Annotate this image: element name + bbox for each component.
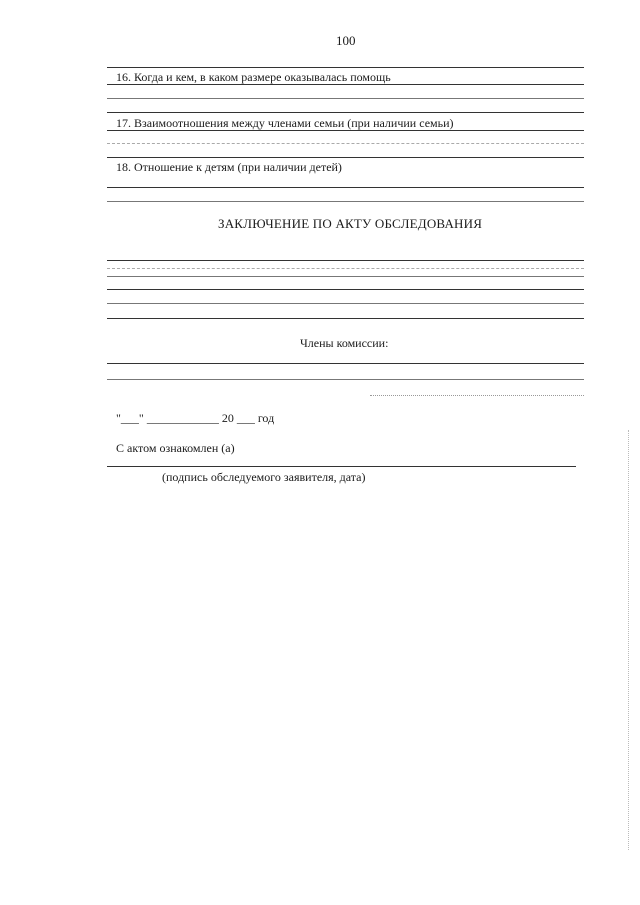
question-17-label: 17. Взаимоотношения между членами семьи (при наличии семьи) bbox=[116, 116, 454, 130]
question-16-label: 16. Когда и кем, в каком размере оказывалась помощь bbox=[116, 70, 391, 84]
question-17-answer-line-1 bbox=[107, 130, 584, 131]
question-18-answer-line-2 bbox=[107, 201, 584, 202]
question-16-answer-line-3 bbox=[107, 112, 584, 113]
date-year-prefix: 20 bbox=[221, 411, 234, 425]
signature-caption: (подпись обследуемого заявителя, дата) bbox=[162, 470, 366, 484]
date-year-blank: ___ bbox=[236, 411, 255, 425]
conclusion-line-4 bbox=[107, 289, 584, 290]
top-rule bbox=[107, 67, 584, 68]
scan-edge-marks bbox=[628, 430, 629, 850]
date-year-suffix: год bbox=[257, 411, 275, 425]
date-open-quote: " bbox=[116, 411, 121, 425]
date-month-blank: ____________ bbox=[146, 411, 219, 425]
question-18-answer-line-1 bbox=[107, 187, 584, 188]
conclusion-heading: ЗАКЛЮЧЕНИЕ ПО АКТУ ОБСЛЕДОВАНИЯ bbox=[218, 216, 483, 231]
conclusion-line-2 bbox=[107, 268, 584, 269]
acknowledgement-label: С актом ознакомлен (а) bbox=[116, 441, 235, 455]
question-18-label: 18. Отношение к детям (при наличии детей) bbox=[116, 160, 342, 174]
page-number: 100 bbox=[336, 33, 356, 48]
conclusion-line-1 bbox=[107, 260, 584, 261]
signature-line bbox=[107, 466, 576, 467]
question-17-answer-line-2 bbox=[107, 143, 584, 144]
conclusion-line-6 bbox=[107, 318, 584, 319]
commission-label: Члены комиссии: bbox=[300, 336, 389, 350]
question-17-answer-line-3 bbox=[107, 157, 584, 158]
conclusion-line-3 bbox=[107, 276, 584, 277]
question-16-answer-line-2 bbox=[107, 98, 584, 99]
commission-line-1 bbox=[107, 363, 584, 364]
date-line bbox=[116, 411, 274, 425]
question-16-answer-line-1 bbox=[107, 84, 584, 85]
conclusion-line-5 bbox=[107, 303, 584, 304]
commission-line-3 bbox=[370, 395, 584, 396]
commission-line-2 bbox=[107, 379, 584, 380]
date-close-quote: " bbox=[138, 411, 144, 425]
date-day-blank: ___ bbox=[120, 411, 139, 425]
